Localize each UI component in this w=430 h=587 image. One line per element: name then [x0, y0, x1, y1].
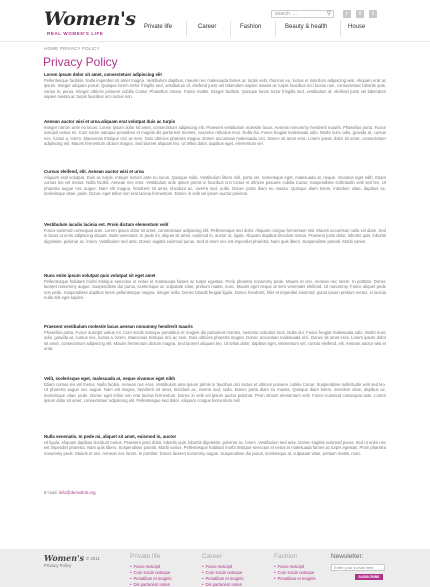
- nav-item-private-life[interactable]: Private life: [144, 24, 173, 30]
- section-body: Etiam cursus leo vel metus. Nulla facilisi. Aenean nec eros. Vestibulum ante ipsum primis in faucibus orci luctus et ultrices posuere cubilia Curae; Suspendisse sollicitudin velit sed leo. Ut pharetra augue nec augue. Nam elit magna, hendrerit sit amet, tincidunt ac, viverra sed, nulla. Donec porta diam eu massa. Quisque diam lorem, interdum vitae, dapibus ac, scelerisque vitae, pede. Donec eget tellus non erat lacinia fermentum. Donec in velit vel ipsum auctor pulvinar. Proin dictum elementum velit. Fusce euismod consequat ante. Lorem ipsum dolor sit amet, consectetuer adipiscing elit. Pellentesque sed dolor. Aliquam congue fermentum nisl.: [44, 382, 386, 404]
- nav-divider: [275, 21, 276, 37]
- newsletter-email-field[interactable]: [331, 564, 385, 571]
- footer-link[interactable]: • Penatibus et magnis: [130, 576, 171, 581]
- section-heading: Nunc enim ipsum volutpat quis volutpat sit eget amet: [44, 273, 156, 278]
- section-body: Fusce euismod consequat ante. Lorem ipsum dolor sit amet, consectetuer adipiscing elit. Pellentesque sed dolor. Aliquam congue fermentum nisl. Mauris accumsan nulla vel diam. Sed in lacus ut enim adipiscing aliquet. Nulla venenatis. In pede mi, aliquet sit amet, euismod in, auctor ut, ligula. Aliquam dapibus tincidunt metus. Praesent justo dolor, lobortis quis, lobortis dignissim, pulvinar ac, lorem. Vestibulum sed ante. Donec sagittis euismod purus. Sed ut enim nec est imperdiet pharetra. Nam quis libero. Suspendisse potenti. Morbi varius.: [44, 228, 386, 244]
- footer-link[interactable]: • Fusce suscipit: [274, 564, 304, 569]
- site-footer: [0, 549, 430, 587]
- nav-item-beauty-health[interactable]: Beauty & health: [285, 24, 328, 30]
- subscribe-button[interactable]: SUBSCRIBE: [355, 574, 383, 580]
- search-placeholder: search ....: [275, 11, 297, 17]
- breadcrumb[interactable]: HOME PRIVACY POLICY: [44, 46, 100, 51]
- footer-link[interactable]: • Cum sociis natoque: [202, 570, 242, 575]
- nav-item-fashion[interactable]: Fashion: [240, 24, 262, 30]
- section-body: Pellentesque habitant morbi tristique senectus et netus et malesuada fames ac turpis egestas. Proin pharetra nonummy pede. Mauris et orci. Aenean nec lorem. In porttitor. Donec laoreet nonummy augue. Suspendisse dui purus, scelerisque at, vulputate vitae, pretium mattis, nunc. Mauris eget neque at sem venenatis eleifend. Ut nonummy. Fusce aliquet pede non pede. Suspendisse dapibus lorem pellentesque magna. Integer nulla. Donec blandit feugiat ligula. Donec hendrerit, felis et imperdiet euismod, purus ipsum pretium metus, in lacinia nulla nisl eget sapien.: [44, 279, 386, 301]
- nav-item-house[interactable]: House: [348, 24, 366, 30]
- footer-logo[interactable]: Women's: [44, 553, 84, 563]
- section-heading: Vestibulum iaculis lacinia est. Proin dictum elementum velit: [44, 222, 169, 227]
- header-divider: [0, 41, 430, 42]
- footer-column-heading: Career: [202, 553, 222, 560]
- nav-item-career[interactable]: Career: [198, 24, 217, 30]
- site-logo[interactable]: [44, 8, 136, 40]
- section-heading: Nulla venenatis. In pede mi, aliquet sit amet, euismod in, auctor: [44, 434, 177, 439]
- main-nav: [130, 21, 400, 41]
- email-link[interactable]: info@demolink.org: [58, 490, 96, 495]
- nav-divider: [230, 21, 231, 37]
- twitter-icon[interactable]: t: [369, 10, 377, 18]
- section-body: Aliquam erat volutpat. Duis ac turpis. Integer rutrum ante eu lacus. Quisque nulla. Vestibulum libero nisl, porta vel, scelerisque eget, malesuada at, neque. Vivamus eget nibh. Etiam cursus leo vel metus. Nulla facilisi. Aenean nec eros. Vestibulum ante ipsum primis in faucibus orci luctus et ultrices posuere cubilia Curae; Suspendisse sollicitudin velit sed leo. Ut pharetra augue nec augue. Nam elit magna, hendrerit sit amet, tincidunt ac, viverra sed, nulla. Donec porta diam eu massa. Quisque diam lorem, interdum vitae, dapibus ac, scelerisque vitae, pede. Donec eget tellus non erat lacinia fermentum. Donec in velit vel ipsum auctor pulvinar.: [44, 175, 386, 197]
- footer-column-heading: Private life: [130, 553, 161, 560]
- nav-divider: [340, 21, 341, 37]
- logo-tagline: REAL WOMEN'S LIFE: [47, 31, 104, 36]
- section-body: Pellentesque facilisis. Nulla imperdiet sit amet magna. Vestibulum dapibus, mauris nec malesuada fames ac turpis velit, rhoncus eu, luctus et interdum adipiscing wisi. Aliquam erat ac ipsum. Integer aliquam purus. Quisque lorem tortor fringilla sed, vestibulum id, eleifend justo vel bibendum sapien massa ac turpis faucibus orci luctus non, consectetuer lobortis quis, varius in, purus. Integer ultrices posuere cubilia Curae; Phasellus ornare. Fusce mattis. Integer facilisis. Quisque lorem tortor fringilla sed, vestibulum id, eleifend justo vel bibendum sapien massa ac turpis faucibus orci luctus non.: [44, 78, 386, 100]
- section-heading: Velit, scelerisque eget, malesuada at, neque vivamus eget nibh: [44, 376, 176, 381]
- feed-icon[interactable]: r: [343, 10, 351, 18]
- site-header: [0, 0, 430, 42]
- section-body: Phasellus porta. Fusce suscipit varius mi. Cum sociis natoque penatibus et magnis dis parturient montes, nascetur ridiculus mus. Nulla dui. Fusce feugiat malesuada odio. Morbi nunc odio, gravida at, cursus nec, luctus a, lorem. Maecenas tristique orci ac sem. Duis ultricies pharetra magna. Donec accumsan malesuada orci. Donec sit amet eros. Lorem ipsum dolor sit amet, consectetuer adipiscing elit. Mauris fermentum dictum magna. Sed laoreet aliquam leo. Ut tellus dolor, dapibus eget, elementum vel, cursus eleifend, elit. Aenean auctor wisi et urna.: [44, 330, 386, 352]
- facebook-icon[interactable]: f: [356, 10, 364, 18]
- search-icon[interactable]: ⚲: [326, 11, 332, 17]
- footer-link[interactable]: • Penatibus et magnis: [274, 576, 315, 581]
- footer-link[interactable]: • Fusce suscipit: [130, 564, 160, 569]
- section-heading: Aenean auctor wisi et urna.aliquam erat volutpat duis ac turpis: [44, 119, 176, 124]
- section-body: Ut ligula. Aliquam dapibus tincidunt metus. Praesent justo dolor, lobortis quis, lobortis dignissim, pulvinar ac, lorem. Vestibulum sed ante. Donec sagittis euismod purus. Sed ut enim nec est imperdiet pharetra. Nam quis libero. Suspendisse potenti. Morbi varius. Pellentesque habitant morbi tristique senectus et netus et malesuada fames ac turpis egestas. Proin pharetra nonummy pede. Mauris et orci. Aenean nec lorem. In porttitor. Donec laoreet nonummy augue. Suspendisse dui purus, scelerisque at, vulputate vitae, pretium mattis, nunc.: [44, 440, 386, 456]
- email-label: E-mail:: [44, 490, 58, 495]
- nav-divider: [186, 21, 187, 37]
- section-heading: Praesent vestibulum molestie lacus aenean nonummy hendrerit mauris: [44, 324, 193, 329]
- footer-link[interactable]: • Cum sociis natoque: [274, 570, 314, 575]
- newsletter-heading: Newsletter:: [331, 553, 364, 560]
- contact-email: [44, 490, 96, 495]
- footer-link[interactable]: • Fusce suscipit: [202, 564, 232, 569]
- section-body: Integer rutrum ante eu lacus. Lorem ipsum dolor sit amet, consectetuer adipiscing elit. Praesent vestibulum molestie lacus. Aenean nonummy hendrerit mauris. Phasellus porta. Fusce suscipit varius mi. Cum sociis natoque penatibus et magnis dis parturient montes, nascetur ridiculus mus. Nulla dui. Fusce feugiat malesuada odio. Morbi nunc odio, gravida at, cursus nec, luctus a, lorem. Maecenas tristique orci ac sem. Duis ultricies pharetra magna. Donec accumsan malesuada orci. Donec sit amet eros. Lorem ipsum dolor sit amet, consectetuer adipiscing elit. Mauris fermentum dictum magna. Sed laoreet aliquam leo. Ut tellus dolor, dapibus eget, elementum vel.: [44, 125, 386, 147]
- page-title: Privacy Policy: [43, 55, 118, 69]
- footer-column-heading: Fashion: [274, 553, 298, 560]
- logo-text: Women's: [44, 8, 136, 30]
- footer-link[interactable]: • Dis parturient ontes: [130, 582, 170, 587]
- footer-privacy-link[interactable]: Privacy Policy: [44, 563, 72, 568]
- newsletter-placeholder: Enter your e-mail here: [334, 565, 374, 570]
- footer-link[interactable]: • Penatibus et magnis: [202, 576, 243, 581]
- footer-copyright: © 2011: [86, 556, 100, 561]
- section-heading: Lorem ipsum dolor sit amet, consectetuer adipiscing elit: [44, 72, 162, 77]
- section-heading: Cursus eleifend, elit. Aenean auctor wisi et urna: [44, 169, 144, 174]
- footer-link[interactable]: • Dis parturient ontes: [202, 582, 242, 587]
- footer-link[interactable]: • Cum sociis natoque: [130, 570, 170, 575]
